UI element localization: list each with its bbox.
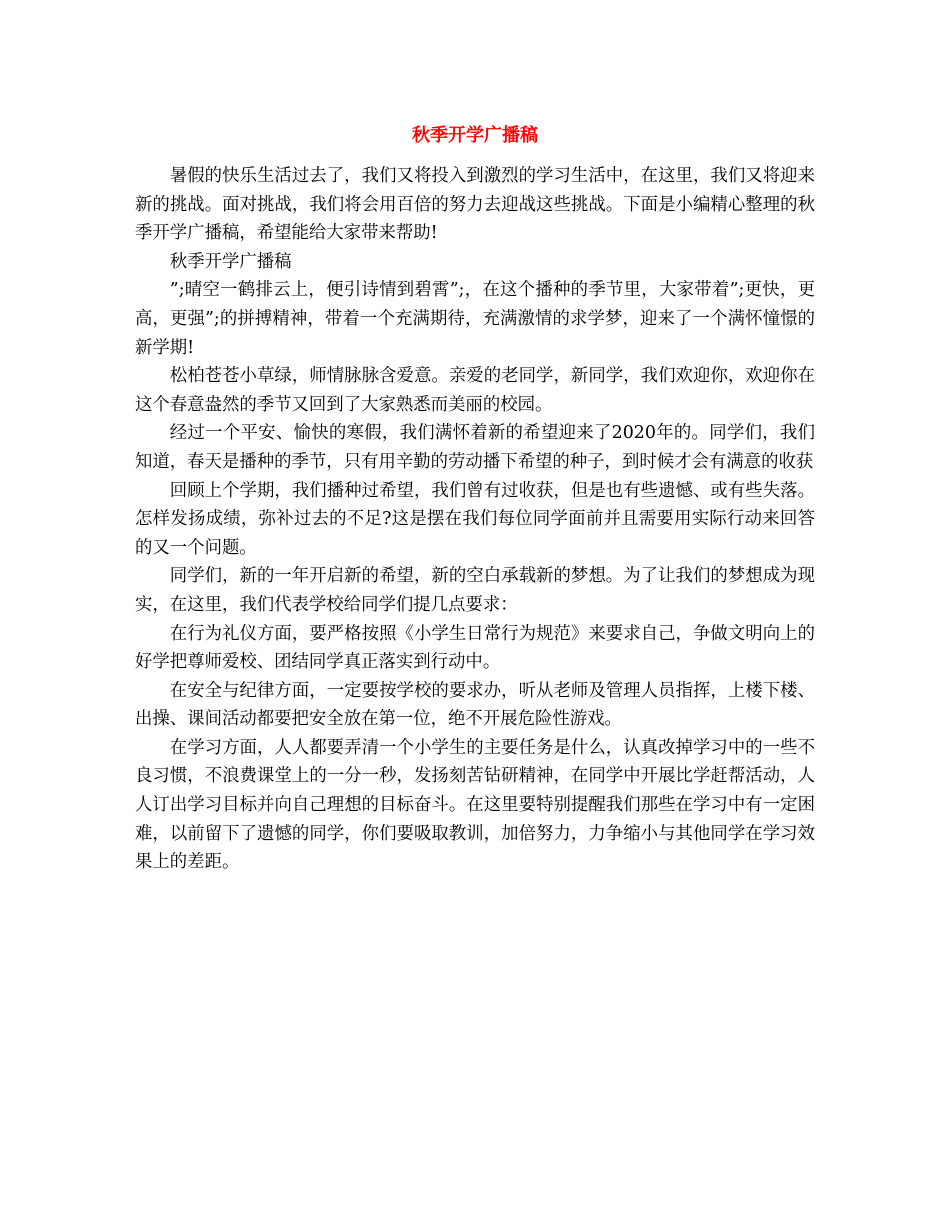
paragraph-safety: 在安全与纪律方面，一定要按学校的要求办，听从老师及管理人员指挥，上楼下楼、出操、课间活动都要把安全放在第一位，绝不开展危险性游戏。	[135, 680, 815, 730]
paragraph-review: 回顾上个学期，我们播种过希望，我们曾有过收获，但是也有些遗憾、或有些失落。怎样发扬成绩，弥补过去的不足?这是摆在我们每位同学面前并且需要用实际行动来回答的又一个问题。	[135, 480, 815, 558]
paragraph-study: 在学习方面，人人都要弄清一个小学生的主要任务是什么，认真改掉学习中的一些不良习惯，不浪费课堂上的一分一秒，发扬刻苦钻研精神，在同学中开展比学赶帮活动，人人订出学习目标并向自己理想的目标奋斗。在这里要特别提醒我们那些在学习中有一定困难，以前留下了遗憾的同学，你们要吸取教训，加倍努力，力争缩小与其他同学在学习效果上的差距。	[135, 737, 815, 873]
document-title: 秋季开学广播稿	[412, 125, 538, 146]
paragraph-requirements: 同学们，新的一年开启新的希望，新的空白承载新的梦想。为了让我们的梦想成为现实，在这里，我们代表学校给同学们提几点要求：	[135, 566, 815, 615]
paragraph-intro: 暑假的快乐生活过去了，我们又将投入到激烈的学习生活中，在这里，我们又将迎来新的挑战。面对挑战，我们将会用百倍的努力去迎战这些挑战。下面是小编精心整理的秋季开学广播稿，希望能给大家带来帮助!	[135, 166, 815, 244]
paragraph-subtitle: 秋季开学广播稿	[169, 251, 292, 272]
paragraph-new-year: 经过一个平安、愉快的寒假，我们满怀着新的希望迎来了2020年的。同学们，我们知道，春天是播种的季节，只有用辛勤的劳动播下希望的种子，到时候才会有满意的收获	[135, 423, 815, 472]
document-body	[135, 162, 815, 877]
paragraph-poem: ”;晴空一鹤排云上，便引诗情到碧霄”;，在这个播种的季节里，大家带着”;更快，更高，更强”;的拼搏精神，带着一个充满期待，充满激情的求学梦，迎来了一个满怀憧憬的新学期!	[135, 280, 815, 358]
paragraph-etiquette: 在行为礼仪方面，要严格按照《小学生日常行为规范》来要求自己，争做文明向上的好学把尊师爱校、团结同学真正落实到行动中。	[135, 623, 815, 673]
paragraph-welcome: 松柏苍苍小草绿，师情脉脉含爱意。亲爱的老同学，新同学，我们欢迎你，欢迎你在这个春意盎然的季节又回到了大家熟悉而美丽的校园。	[135, 366, 815, 415]
